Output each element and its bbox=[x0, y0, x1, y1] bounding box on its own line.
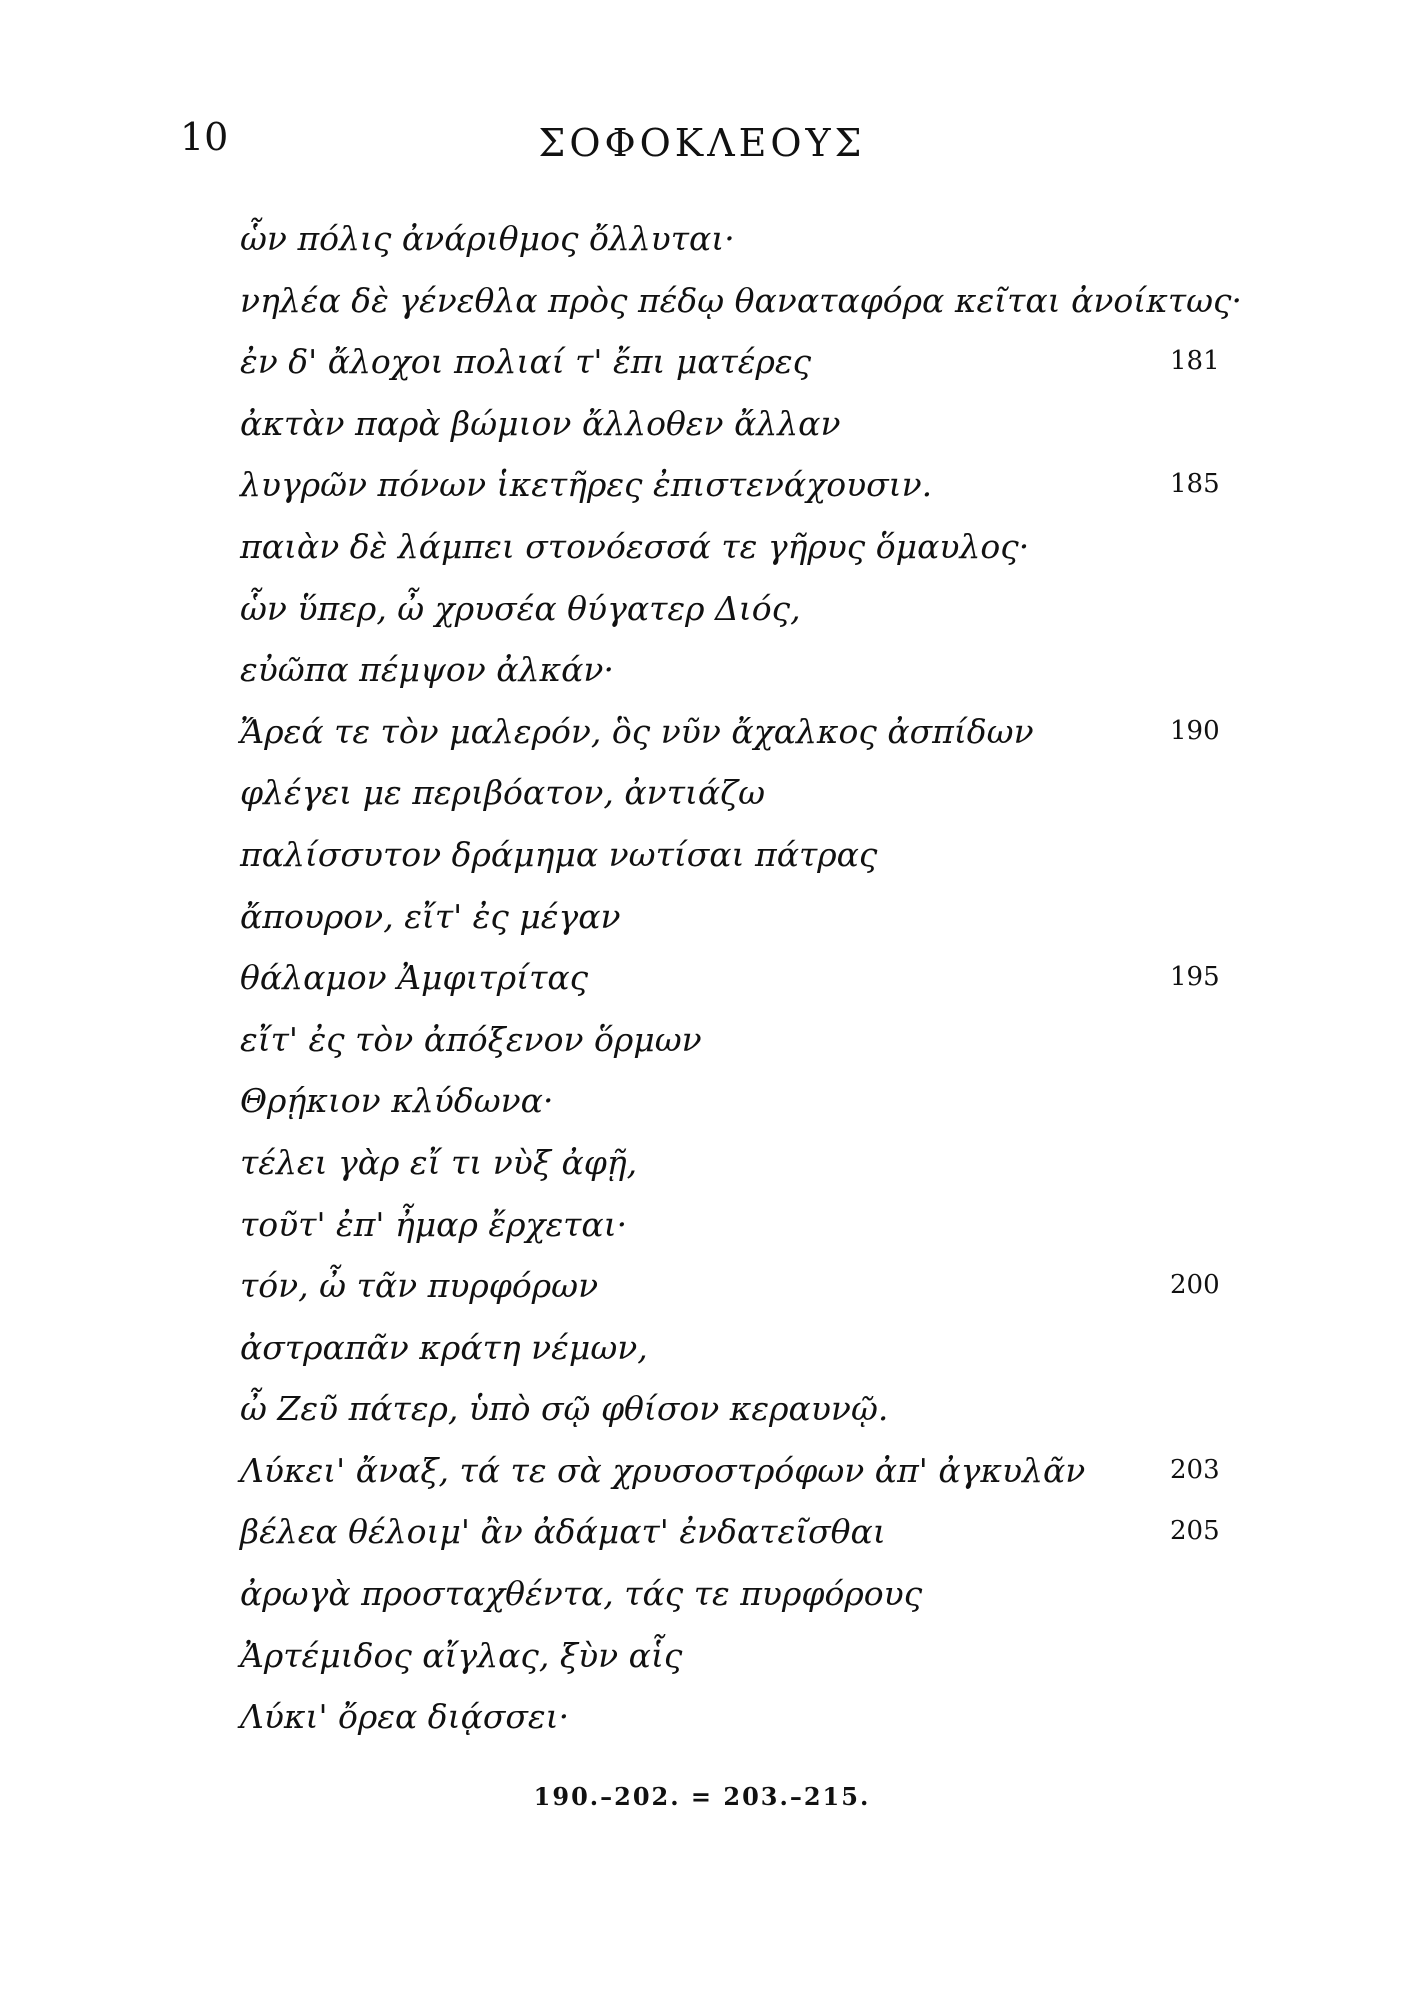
verse-text: Λύκι' ὄρεα διᾴσσει· bbox=[240, 1697, 570, 1737]
verse-line bbox=[240, 1317, 1240, 1379]
verse-text: Ἀρτέμιδος αἴγλας, ξὺν αἷς bbox=[240, 1635, 683, 1675]
verse-text: φλέγει με περιβόατον, ἀντιάζω bbox=[240, 773, 765, 813]
verse-text: Ἄρεά τε τὸν μαλερόν, ὃς νῦν ἄχαλκος ἀσπίδων bbox=[240, 711, 1034, 751]
verse-line bbox=[240, 701, 1240, 763]
verse-line bbox=[240, 270, 1243, 332]
verse-line bbox=[240, 1625, 1240, 1687]
verse-line bbox=[240, 1378, 1240, 1440]
verse-line bbox=[240, 1132, 1240, 1194]
verse-line bbox=[240, 454, 1240, 516]
line-number: 205 bbox=[1170, 1516, 1220, 1547]
verse-line bbox=[240, 1009, 1240, 1071]
verse-line bbox=[240, 208, 1240, 270]
footnote: 190.–202. = 203.–215. bbox=[533, 1782, 871, 1811]
verse-line bbox=[240, 762, 1240, 824]
verse-text: ὦ Ζεῦ πάτερ, ὑπὸ σῷ φθίσον κεραυνῷ. bbox=[240, 1389, 889, 1429]
verse-text: ὧν πόλις ἀνάριθμος ὄλλυται· bbox=[240, 219, 735, 258]
verse-text: ἀστραπᾶν κράτη νέμων, bbox=[240, 1327, 648, 1367]
verse-text: τοῦτ' ἐπ' ἦμαρ ἔρχεται· bbox=[240, 1204, 628, 1244]
verse-line bbox=[240, 331, 1240, 393]
verse-line bbox=[240, 639, 1240, 701]
verse-line bbox=[240, 1070, 1240, 1132]
verse-text: ἀκτὰν παρὰ βώμιον ἄλλοθεν ἄλλαν bbox=[240, 403, 841, 443]
verse-text: ὧν ὕπερ, ὦ χρυσέα θύγατερ Διός, bbox=[240, 588, 801, 628]
verse-line bbox=[240, 578, 1240, 640]
verse-text: παλίσσυτον δράμημα νωτίσαι πάτρας bbox=[240, 834, 878, 874]
line-number: 195 bbox=[1170, 962, 1220, 993]
verse-line bbox=[240, 1501, 1240, 1563]
verse-line bbox=[240, 1686, 1240, 1748]
verse-text: Λύκει' ἄναξ, τά τε σὰ χρυσοστρόφων ἀπ' ἀγκυλᾶν bbox=[240, 1450, 1086, 1490]
verse-text: τέλει γὰρ εἴ τι νὺξ ἀφῇ, bbox=[240, 1142, 638, 1182]
line-number: 200 bbox=[1170, 1270, 1220, 1301]
running-head: ΣΟΦΟΚΛΕΟΥΣ bbox=[538, 121, 866, 165]
line-number: 181 bbox=[1170, 346, 1220, 377]
verse-line bbox=[240, 516, 1240, 578]
verse-text: ἄπουρον, εἴτ' ἐς μέγαν bbox=[240, 896, 621, 936]
verse-text: ἀρωγὰ προσταχθέντα, τάς τε πυρφόρους bbox=[240, 1574, 923, 1614]
verse-block bbox=[240, 208, 1243, 1748]
verse-text: λυγρῶν πόνων ἱκετῆρες ἐπιστενάχουσιν. bbox=[240, 465, 933, 505]
verse-line bbox=[240, 393, 1240, 455]
verse-line bbox=[240, 1194, 1240, 1256]
verse-text: εἴτ' ἐς τὸν ἀπόξενον ὅρμων bbox=[240, 1019, 702, 1059]
verse-text: θάλαμον Ἀμφιτρίτας bbox=[240, 958, 589, 998]
verse-text: Θρῄκιον κλύδωνα· bbox=[240, 1081, 554, 1121]
verse-line bbox=[240, 824, 1240, 886]
verse-line bbox=[240, 1563, 1240, 1625]
line-number: 190 bbox=[1170, 715, 1220, 746]
verse-line bbox=[240, 1255, 1240, 1317]
verse-text: εὐῶπα πέμψον ἀλκάν· bbox=[240, 650, 614, 690]
verse-line bbox=[240, 886, 1240, 948]
verse-text: παιὰν δὲ λάμπει στονόεσσά τε γῆρυς ὅμαυλος· bbox=[240, 526, 1030, 566]
verse-line bbox=[240, 947, 1240, 1009]
line-number: 185 bbox=[1170, 469, 1220, 500]
verse-text: βέλεα θέλοιμ' ἂν ἀδάματ' ἐνδατεῖσθαι bbox=[240, 1512, 886, 1552]
verse-text: τόν, ὦ τᾶν πυρφόρων bbox=[240, 1266, 599, 1306]
verse-line bbox=[240, 1440, 1240, 1502]
line-number: 203 bbox=[1170, 1454, 1220, 1485]
verse-text: νηλέα δὲ γένεθλα πρὸς πέδῳ θαναταφόρα κεῖται ἀνοίκτως· bbox=[240, 280, 1243, 320]
page-number: 10 bbox=[180, 115, 229, 159]
verse-text: ἐν δ' ἄλοχοι πολιαί τ' ἔπι ματέρες bbox=[240, 342, 812, 382]
